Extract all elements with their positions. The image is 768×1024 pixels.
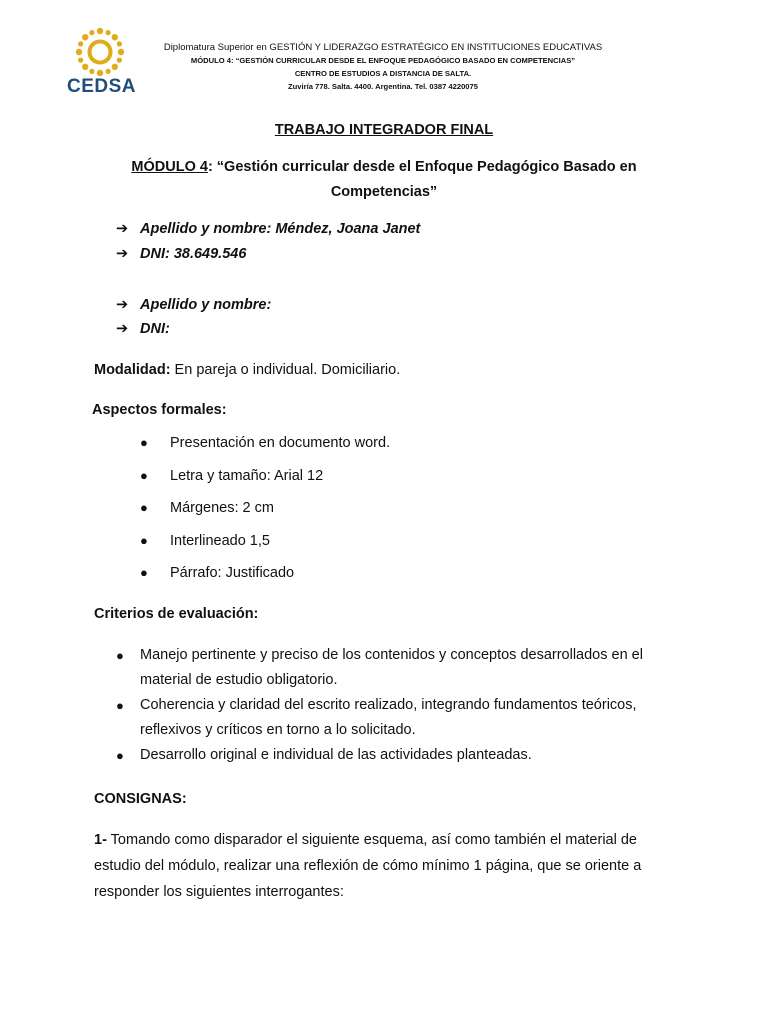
student-name-1-text: Apellido y nombre: Méndez, Joana Janet: [140, 221, 421, 237]
consigna-1-number: 1-: [94, 832, 107, 848]
logo-text: CEDSA: [67, 76, 137, 97]
header-line-address: Zuviría 778. Salta. 4400. Argentina. Tel. 0387 4220075: [288, 82, 478, 91]
bullet-icon: ●: [140, 435, 148, 450]
criterios-item: [116, 743, 686, 768]
criterios-item: [116, 643, 686, 693]
module-label: MÓDULO 4: [131, 159, 208, 175]
header-line-modulo: MÓDULO 4: “GESTIÓN CURRICULAR DESDE EL ENFOQUE PEDAGÓGICO BASADO EN COMPETENCIAS”: [190, 56, 576, 65]
arrow-icon: ➔: [116, 221, 129, 237]
bullet-icon: ●: [140, 468, 148, 483]
aspectos-item: [140, 435, 390, 451]
student-name-2-text: Apellido y nombre:: [140, 297, 272, 313]
arrow-icon: ➔: [116, 321, 129, 337]
module-heading: [90, 155, 678, 205]
aspectos-item-text: Párrafo: Justificado: [170, 565, 295, 581]
aspectos-item: [140, 500, 274, 516]
criterios-item-text: Manejo pertinente y preciso de los contenidos y conceptos desarrollados en el material de estudio obligatorio.: [140, 647, 643, 688]
bullet-icon: ●: [116, 648, 124, 663]
bullet-icon: ●: [116, 698, 124, 713]
modalidad-line: [94, 362, 400, 378]
bullet-icon: ●: [140, 565, 148, 580]
aspectos-heading: Aspectos formales:: [92, 402, 227, 418]
student-name-1: [116, 221, 420, 237]
student-dni-1-text: DNI: 38.649.546: [140, 246, 247, 262]
cedsa-sun-logo-icon: [74, 26, 126, 78]
header-line-centro: CENTRO DE ESTUDIOS A DISTANCIA DE SALTA.: [294, 69, 472, 78]
aspectos-item: [140, 565, 294, 581]
aspectos-item: [140, 533, 270, 549]
arrow-icon: ➔: [116, 297, 129, 313]
header-line-diplomatura: Diplomatura Superior en GESTIÓN Y LIDERAZGO ESTRATÉGICO EN INSTITUCIONES EDUCATIVAS: [163, 42, 603, 53]
aspectos-item-text: Interlineado 1,5: [170, 533, 270, 549]
aspectos-item-text: Presentación en documento word.: [170, 435, 391, 451]
modalidad-label: Modalidad:: [94, 362, 171, 378]
bullet-icon: ●: [140, 533, 148, 548]
aspectos-item-text: Márgenes: 2 cm: [170, 500, 274, 516]
bullet-icon: ●: [140, 500, 148, 515]
student-name-2: [116, 297, 271, 313]
consignas-heading: CONSIGNAS:: [94, 791, 187, 807]
aspectos-item: [140, 468, 323, 484]
bullet-icon: ●: [116, 748, 124, 763]
criterios-item-text: Coherencia y claridad del escrito realizado, integrando fundamentos teóricos, reflexivos y críticos en torno a lo solicitado.: [140, 697, 637, 738]
module-text: : “Gestión curricular desde el Enfoque Pedagógico Basado en Competencias”: [207, 159, 637, 200]
student-dni-1: [116, 246, 246, 262]
arrow-icon: ➔: [116, 246, 129, 262]
student-dni-2-text: DNI:: [140, 321, 170, 337]
modalidad-value: En pareja o individual. Domiciliario.: [170, 362, 401, 378]
consigna-1-text: Tomando como disparador el siguiente esquema, así como también el material de estudio del módulo, realizar una reflexión de cómo mínimo 1 página, que se oriente a responder los siguientes interrogantes:: [94, 832, 642, 900]
criterios-heading: Criterios de evaluación:: [94, 606, 259, 622]
aspectos-item-text: Letra y tamaño: Arial 12: [170, 468, 324, 484]
consigna-1: [94, 827, 674, 905]
student-dni-2: [116, 321, 170, 337]
document-title: TRABAJO INTEGRADOR FINAL: [274, 122, 494, 138]
criterios-item-text: Desarrollo original e individual de las actividades planteadas.: [140, 747, 532, 763]
criterios-item: [116, 693, 686, 743]
